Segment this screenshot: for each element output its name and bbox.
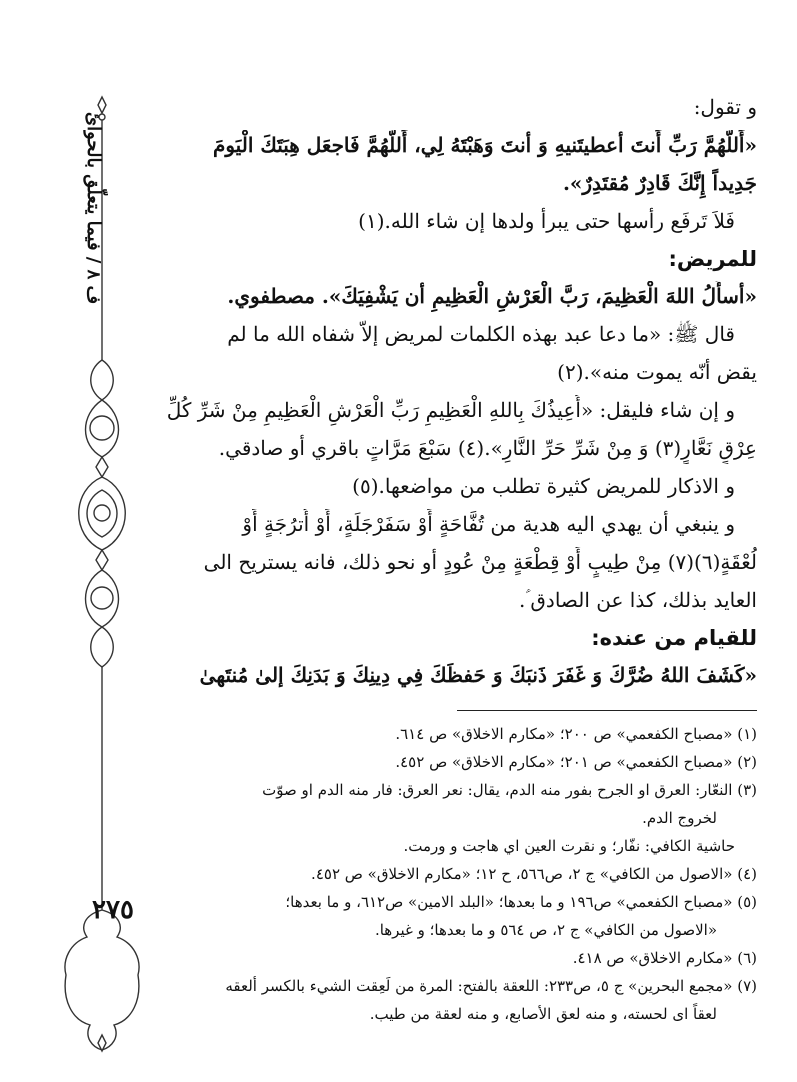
text-line: عِرْقٍ نَعَّارٍ(٣) وَ مِنْ شَرِّ حَرِّ النَّارِ».(٤) سَبْعَ مَرَّاتٍ باقري أو صادقي.	[218, 436, 757, 460]
page-number: ٢٧٥	[92, 895, 134, 925]
footnote: (٢) «مصباح الكفعمي» ص ٢٠١؛ «مكارم الاخلاق» ص ٤٥٢.	[395, 753, 757, 771]
section-heading-leaving: للقيام من عنده:	[591, 626, 757, 650]
section-heading-sick: للمريض:	[668, 247, 757, 271]
text-line: العايد بذلك، كذا عن الصادق ؑ.	[519, 588, 757, 612]
text-line: يقض أنّه يموت منه».(٢)	[557, 360, 757, 384]
text-line: و ينبغي أن يهدي اليه هدية من تُفَّاحَةٍ أَوْ سَفَرْجَلَةٍ، أَوْ أُترُجَةٍ أَوْ	[242, 512, 735, 536]
prayer-line: جَدِيداً إِنَّكَ قَادِرٌ مُقتَدِرٌ».	[562, 171, 757, 195]
text-line: لُعْقَةٍ(٦)(٧) مِنْ طِيبٍ أَوْ قِطْعَةٍ مِنْ عُودٍ أو نحو ذلك، فانه يستريح الى	[203, 550, 757, 574]
text-line: و الاذكار للمريض كثيرة تطلب من مواضعها.(٥)	[352, 474, 735, 498]
text-line: قال ﷺ: «ما دعا عبد بهذه الكلمات لمريض إلاّ شفاه الله ما لم	[227, 322, 735, 346]
text-line: فَلاَ تَرفَع رأسها حتى يبرأ ولدها إن شاء الله.(١)	[358, 209, 735, 233]
footnote: (٣) النعّار: العرق او الجرح بفور منه الدم، يقال: نعر العرق: فار منه الدم او صوّت	[262, 781, 757, 799]
main-text	[167, 92, 757, 698]
running-head: ف ٨ / فيما يتعلّق بالحوائ	[83, 111, 104, 305]
footnote: (٥) «مصباح الكفعمي» ص١٩٦ و ما بعدها؛ «البلد الامين» ص٦١٢، و ما بعدها؛	[285, 893, 757, 911]
footnote: (٧) «مجمع البحرين» ج ٥، ص٢٣٣: اللعقة بالفتح: المرة من لَعِقت الشيء بالكسر ألعقه	[225, 977, 757, 995]
prayer-line: «كَشَفَ اللهُ ضُرَّكَ وَ غَفَرَ ذَنبَكَ وَ حَفظَكَ فِي دِينِكَ وَ بَدَنِكَ إلىٰ مُنتَهىٰ	[199, 663, 757, 687]
footnote-continuation: لخروج الدم.	[642, 809, 717, 827]
footnote: (١) «مصباح الكفعمي» ص ٢٠٠؛ «مكارم الاخلاق» ص ٦١٤.	[395, 725, 757, 743]
footnote-continuation: «الاصول من الكافي» ج ٢، ص ٥٦٤ و ما بعدها؛ و غيرها.	[374, 921, 717, 939]
footnote-separator	[457, 710, 757, 711]
footnotes	[167, 722, 757, 1030]
text-line: و إن شاء فليقل: «أُعِيذُكَ بِاللهِ الْعَظِيمِ رَبِّ الْعَرْشِ الْعَظِيمِ مِنْ شَرِّ كُلِّ	[167, 398, 735, 422]
footnote-continuation: لعقاً اى لحسته، و منه لعق الأصابع، و منه لعقة من طيب.	[369, 1005, 717, 1023]
footnote: (٤) «الاصول من الكافي» ج ٢، ص٥٦٦، ح ١٢؛ «مكارم الاخلاق» ص ٤٥٢.	[311, 865, 757, 883]
prayer-line: «أَللّهُمَّ رَبِّ أَنتَ أعطيتَنيهِ وَ أنتَ وَهَبْتَهُ لِي، أَللّهُمَّ فَاجعَل هِبَتَكَ الْيَومَ	[212, 133, 757, 157]
footnote-continuation: حاشية الكافي: نفّار؛ و نقرت العين اي هاجت و ورمت.	[403, 837, 735, 855]
footnote: (٦) «مكارم الاخلاق» ص ٤١٨.	[572, 949, 757, 967]
prayer-line: «أسأَلُ اللهَ الْعَظِيمَ، رَبَّ الْعَرْشِ الْعَظِيمِ أن يَشْفِيَكَ». مصطفوي.	[227, 284, 757, 308]
text-line: و تقول:	[693, 95, 757, 119]
